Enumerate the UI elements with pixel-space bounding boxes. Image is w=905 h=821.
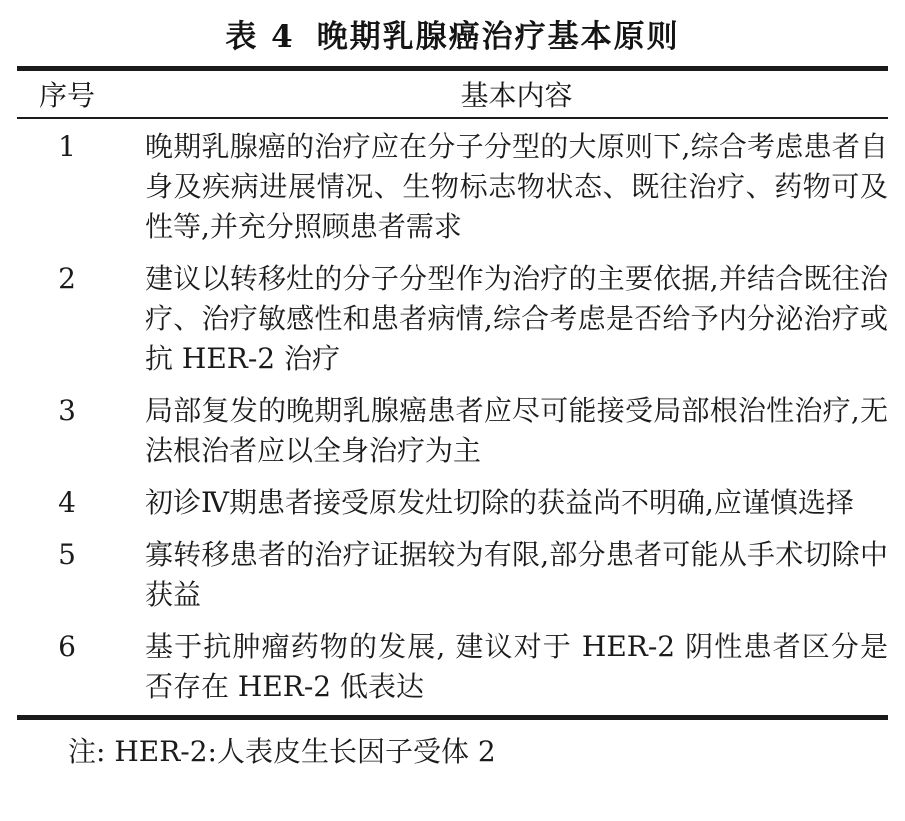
table-row: [17, 535, 888, 615]
table-row: [17, 259, 888, 379]
table-row: [17, 627, 888, 707]
column-header-no: 序号: [38, 79, 95, 112]
row-number: 4: [58, 486, 76, 519]
table-header-row: [17, 71, 888, 119]
row-number: 3: [58, 394, 76, 427]
column-header-content: 基本内容: [460, 79, 573, 112]
row-number: 5: [58, 538, 76, 571]
table-title-number: 表 4: [225, 18, 295, 55]
table-note: 注: HER-2:人表皮生长因子受体 2: [68, 735, 496, 768]
row-content: 基于抗肿瘤药物的发展, 建议对于 HER-2 阴性患者区分是否存在 HER-2 低表达: [145, 630, 888, 703]
row-number: 1: [58, 130, 76, 163]
row-number: 6: [58, 630, 76, 663]
row-content: 寡转移患者的治疗证据较为有限,部分患者可能从手术切除中获益: [145, 538, 888, 611]
table-title: [0, 0, 905, 66]
table-row: [17, 391, 888, 471]
row-content: 晚期乳腺癌的治疗应在分子分型的大原则下,综合考虑患者自身及疾病进展情况、生物标志物状态、既往治疗、药物可及性等,并充分照顾患者需求: [145, 130, 888, 243]
row-content: 局部复发的晚期乳腺癌患者应尽可能接受局部根治性治疗,无法根治者应以全身治疗为主: [145, 394, 888, 467]
table-row: [17, 127, 888, 247]
row-content: 建议以转移灶的分子分型作为治疗的主要依据,并结合既往治疗、治疗敏感性和患者病情,综合考虑是否给予内分泌治疗或抗 HER-2 治疗: [145, 262, 888, 375]
row-content: 初诊Ⅳ期患者接受原发灶切除的获益尚不明确,应谨慎选择: [145, 486, 854, 519]
table-row: [17, 483, 888, 523]
row-number: 2: [58, 262, 76, 295]
table: [17, 66, 888, 720]
table-title-text: 晚期乳腺癌治疗基本原则: [316, 18, 680, 55]
table-body: [17, 119, 888, 720]
